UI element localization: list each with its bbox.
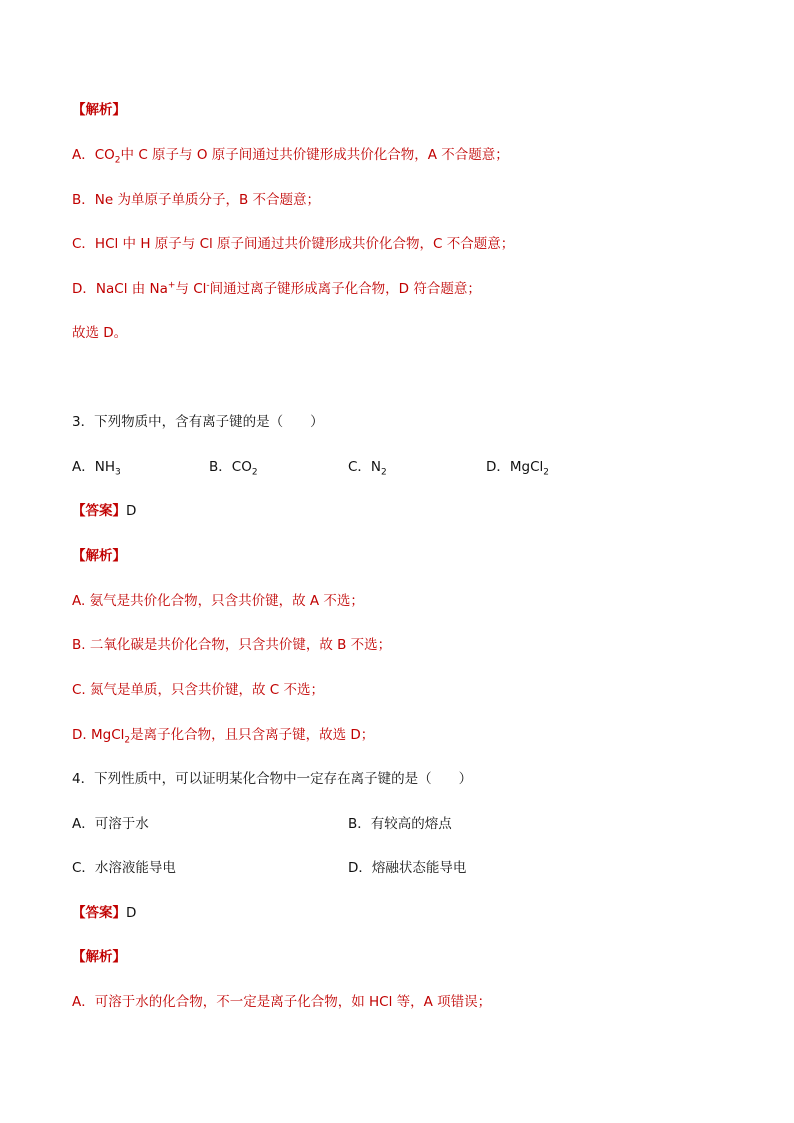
analysis-line-c-1: C．HCl 中 H 原子与 Cl 原子间通过共价键形成共价化合物，C 不合题意； [72, 236, 515, 252]
q3-option-a [72, 457, 121, 477]
text-segment: C．N [348, 459, 382, 475]
question-4-stem: 4．下列性质中，可以证明某化合物中一定存在离子键的是（ ） [72, 771, 473, 787]
q4-analysis-a: A．可溶于水的化合物，不一定是离子化合物，如 HCl 等，A 项错误； [72, 994, 492, 1010]
q4-option-b: B．有较高的熔点 [348, 816, 452, 832]
q4-answer [72, 903, 136, 923]
q3-answer [72, 501, 136, 521]
q3-analysis-a: A. 氨气是共价化合物，只含共价键，故 A 不选； [72, 593, 364, 609]
text-segment: 与 Cl [175, 281, 207, 297]
answer-value: D [126, 905, 137, 921]
subscript: 2 [114, 155, 121, 166]
answer-value: D [126, 503, 137, 519]
analysis-heading-3: 【解析】 [72, 548, 126, 564]
superscript: + [167, 280, 176, 291]
q3-analysis-b: B. 二氧化碳是共价化合物，只含共价键，故 B 不选； [72, 637, 392, 653]
text-segment: B．CO [209, 459, 252, 475]
question-3-stem: 3．下列物质中，含有离子键的是（ ） [72, 414, 324, 430]
subscript: 2 [251, 467, 258, 478]
analysis-line-d-1 [72, 279, 481, 299]
q4-option-a: A．可溶于水 [72, 816, 149, 832]
text-segment: A．NH [72, 459, 115, 475]
analysis-heading-4: 【解析】 [72, 949, 126, 965]
subscript: 2 [124, 735, 131, 746]
text-segment: D. MgCl [72, 727, 125, 743]
superscript: - [206, 280, 210, 291]
q3-option-c [348, 457, 387, 477]
q3-option-b [209, 457, 258, 477]
analysis-conclusion-1: 故选 D。 [72, 325, 128, 341]
text-segment: D．NaCl 由 Na [72, 281, 168, 297]
analysis-heading-1: 【解析】 [72, 102, 126, 118]
answer-label: 【答案】 [72, 905, 126, 921]
q4-option-c: C．水溶液能导电 [72, 860, 176, 876]
text-segment: 是离子化合物，且只含离子键，故选 D； [130, 727, 375, 743]
q3-analysis-c: C. 氮气是单质，只含共价键，故 C 不选； [72, 682, 325, 698]
subscript: 3 [115, 467, 121, 478]
text-segment: 间通过离子键形成离子化合物，D 符合题意； [209, 281, 481, 297]
answer-label: 【答案】 [72, 503, 126, 519]
text-segment: A．CO [72, 147, 115, 163]
q3-option-d [486, 457, 549, 477]
q3-analysis-d [72, 725, 374, 745]
analysis-line-b-1: B．Ne 为单原子单质分子，B 不合题意； [72, 192, 321, 208]
text-segment: D．MgCl [486, 459, 544, 475]
text-segment: 中 C 原子与 O 原子间通过共价键形成共价化合物，A 不合题意； [120, 147, 509, 163]
subscript: 2 [381, 467, 387, 478]
q4-option-d: D．熔融状态能导电 [348, 860, 467, 876]
subscript: 2 [543, 467, 550, 478]
analysis-line-a-1 [72, 145, 509, 165]
